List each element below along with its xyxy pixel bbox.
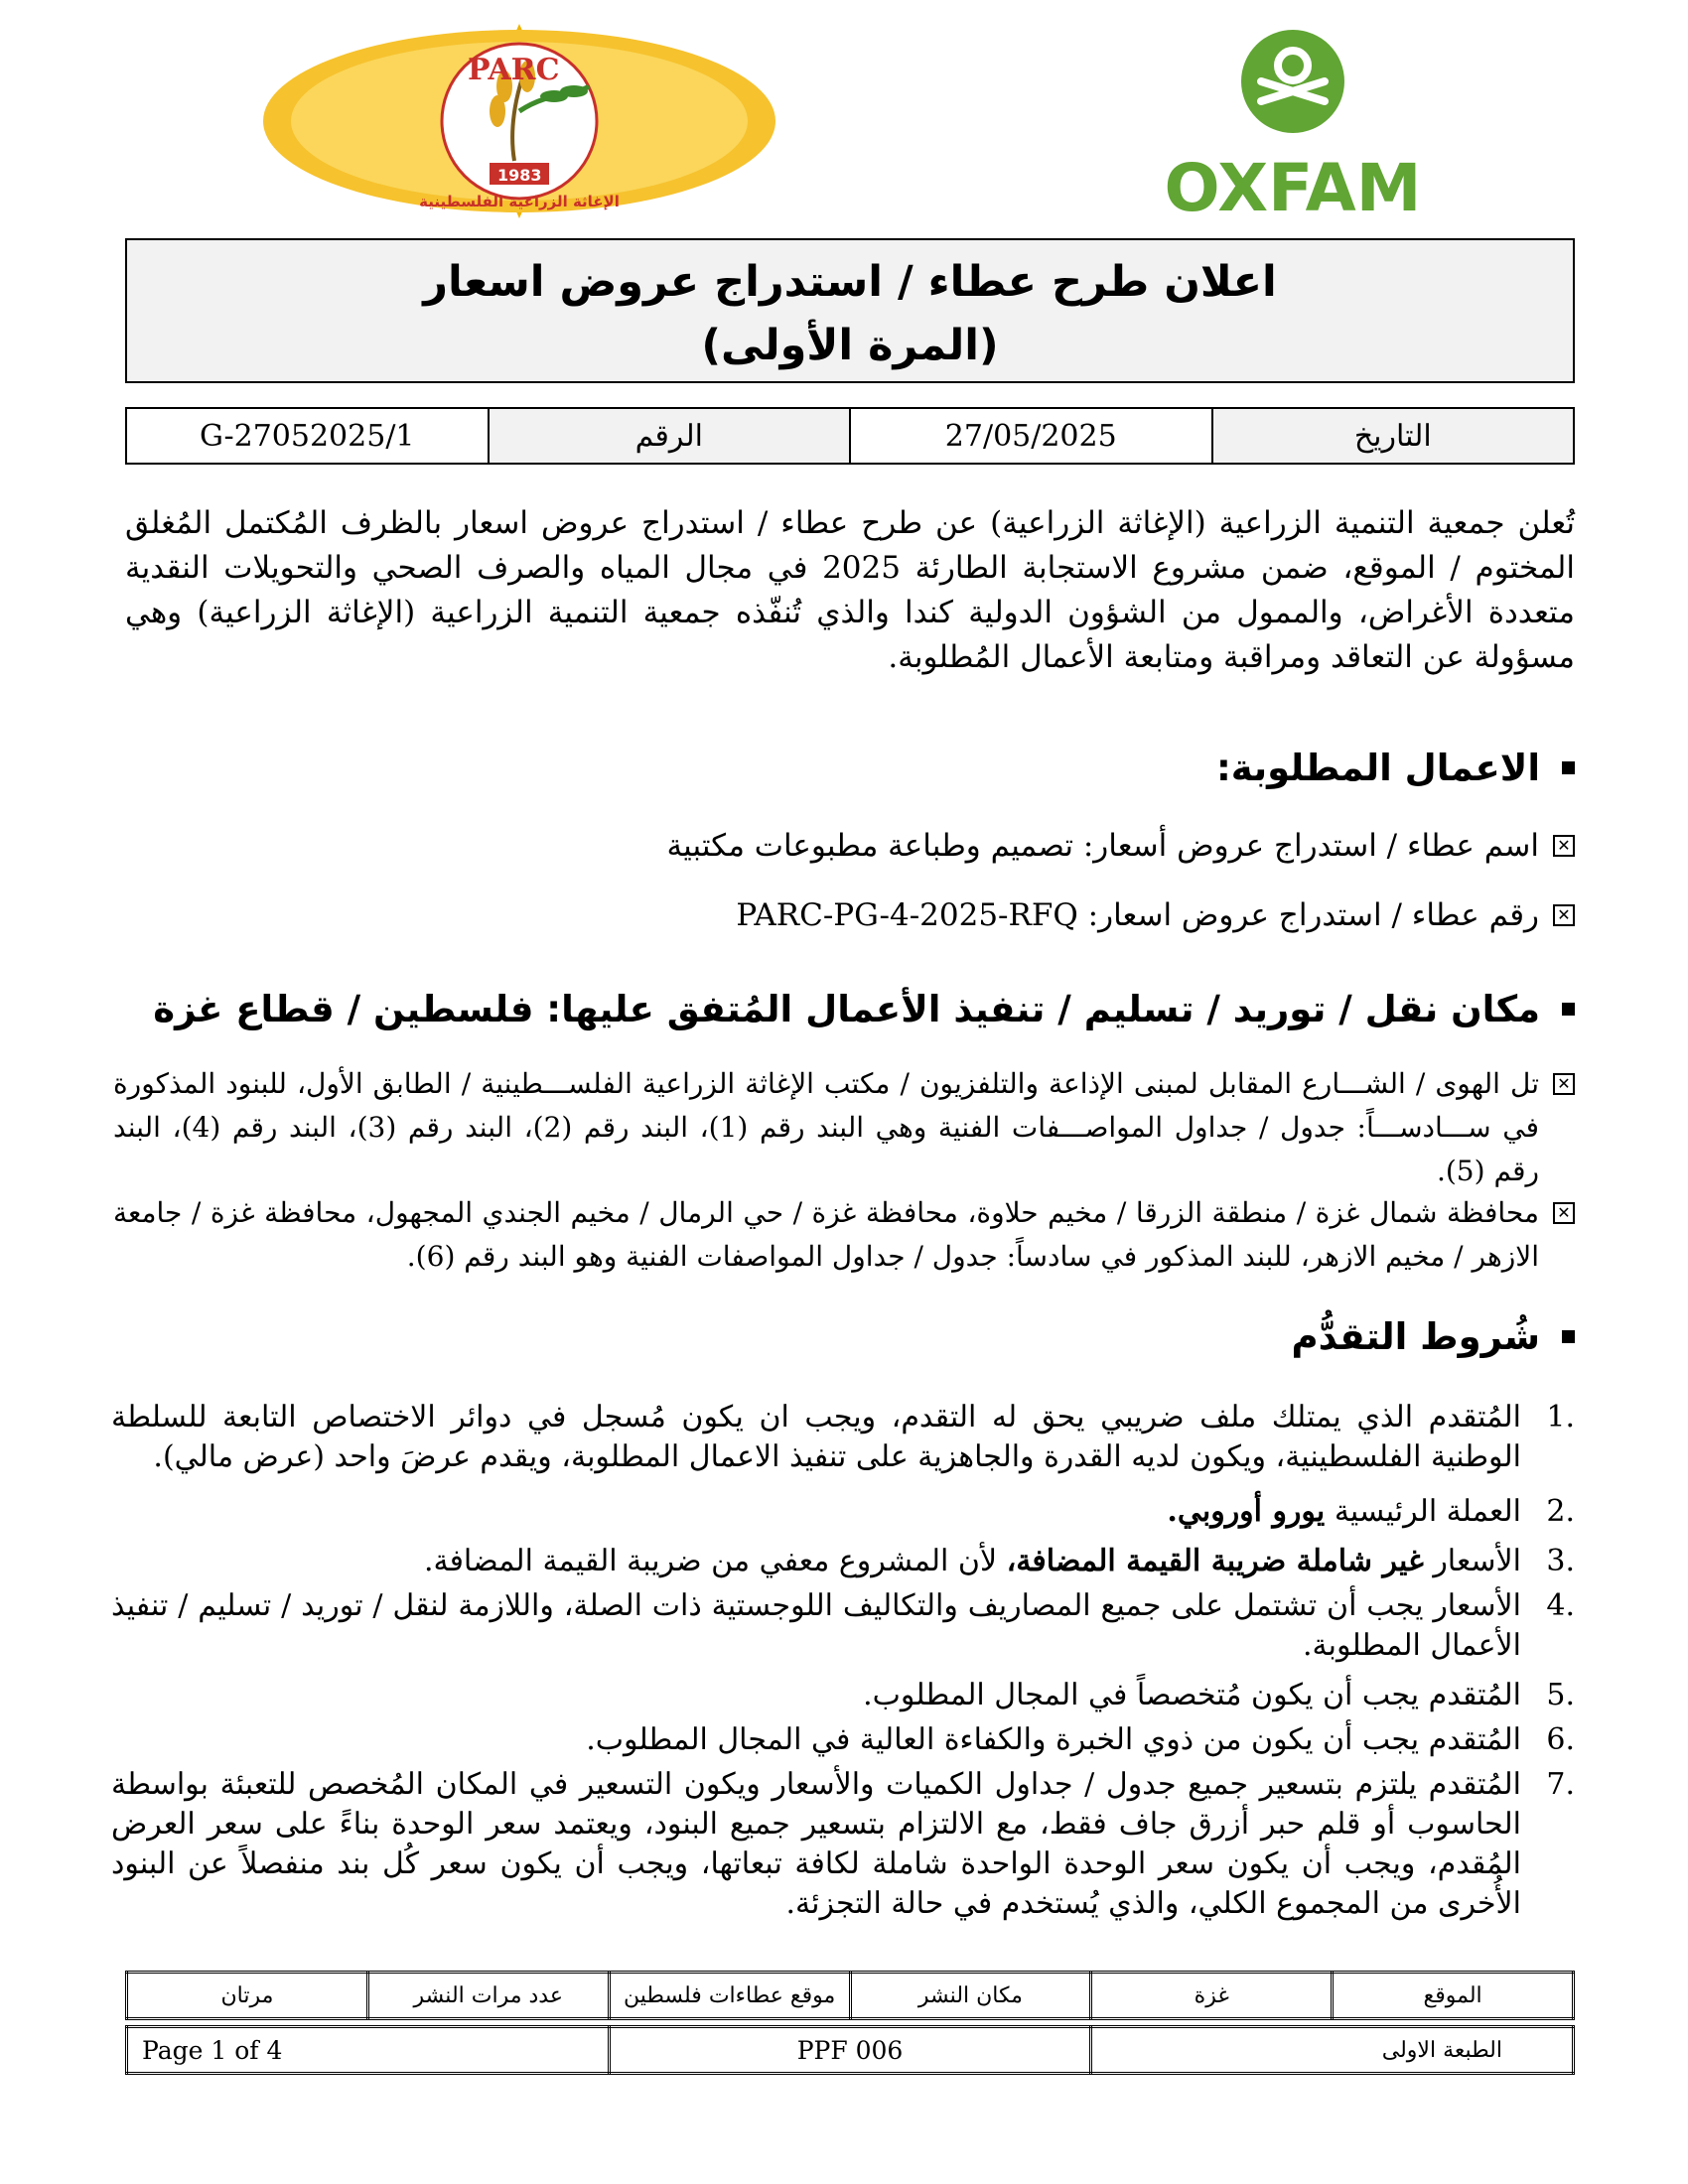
section-heading-text: شُروط التقدُّم	[1291, 1315, 1540, 1358]
intro-paragraph: تُعلن جمعية التنمية الزراعية (الإغاثة الزراعية) عن طرح عطاء / استدراج عروض اسعار بالظرف المُكتمل المُغلق المختوم / الموقع، ضمن مشروع الاستجابة الطارئة 2025 في مجال المياه والصرف الصحي والتحويلات النقدية متعددة الأغراض، والممول من الشؤون الدولية كندا والذي تُنفّذه جمعية التنمية الزراعية (الإغاثة الزراعية) وهي مسؤولة عن التعاقد ومراقبة ومتابعة الأعمال المُطلوبة.	[125, 505, 1575, 675]
condition-text: المُتقدم يلتزم بتسعير جميع جدول / جداول الكميات والأسعار ويكون التسعير في المكان المُخصص للتعبئة بواسطة الحاسوب أو قلم حبر أزرق جاف فقط، مع الالتزام بتسعير جميع البنود، ويعتمد سعر الوحدة بناءً على سعر العرض المُقدم، ويجب أن يكون سعر الوحدة الواحدة شاملة لكافة تبعاتها، ويجب أن يكون سعر كُل بند منفصلاً عن البنود الأُخرى من المجموع الكلي، والذي يُستخدم في حالة التجزئة.	[111, 1767, 1521, 1921]
required-work-item	[667, 824, 1575, 868]
condition-text: المُتقدم الذي يمتلك ملف ضريبي يحق له التقدم، ويجب ان يكون مُسجل في دوائر الاختصاص التابعة للسلطة الوطنية الفلسطينية، ويكون لديه القدرة والجاهزية على تنفيذ الاعمال المطلوبة، ويقدم عرضَ واحد (عرض مالي).	[111, 1400, 1521, 1474]
oxfam-wordmark: OXFAM	[1164, 150, 1422, 218]
condition-number: 6.	[1546, 1722, 1575, 1757]
condition-number: 3.	[1546, 1544, 1575, 1578]
bullet-square-icon	[1562, 761, 1575, 774]
condition-item	[111, 1542, 1575, 1581]
parc-logo-arabic: الإغاثة الزراعية الفلسطينية	[419, 193, 620, 210]
location-item	[113, 1062, 1575, 1193]
condition-item	[111, 1765, 1575, 1924]
tender-name: اسم عطاء / استدراج عروض أسعار: تصميم وطباعة مطبوعات مكتبية	[666, 828, 1539, 864]
location-text: تل الهوى / الشـــارع المقابل لمبنى الإذاعة والتلفزيون / مكتب الإغاثة الزراعية الفلســـطينية / الطابق الأول، للبنود المذكورة في ســـادســـاً: جدول / جداول المواصـــفات الفنية وهي البند رقم (1)، البند رقم (2)، البند رقم (3)، البند رقم (4)، البند رقم (5).	[113, 1067, 1539, 1187]
condition-number: 5.	[1546, 1678, 1575, 1712]
checkbox-x-icon: ✕	[1553, 904, 1575, 926]
edition-cell: الطبعة الاولى	[1091, 2027, 1574, 2074]
condition-item	[111, 1398, 1575, 1477]
number-label: الرقم	[489, 408, 851, 464]
section-required-works-heading	[1216, 747, 1575, 789]
section-heading-text: الاعمال المطلوبة:	[1215, 747, 1540, 789]
form-code-cell: PPF 006	[609, 2027, 1091, 2074]
section-conditions-heading	[1291, 1315, 1575, 1358]
oxfam-logo	[1124, 30, 1462, 218]
bullet-square-icon	[1562, 1003, 1575, 1016]
page-number-cell: Page 1 of 4	[127, 2027, 610, 2074]
condition-number: 1.	[1546, 1400, 1575, 1434]
date-value: 27/05/2025	[850, 408, 1212, 464]
condition-item	[111, 1676, 1575, 1715]
tender-number: رقم عطاء / استدراج عروض اسعار: PARC-PG-4-2025-RFQ	[736, 897, 1539, 933]
announcement-title: اعلان طرح عطاء / استدراج عروض اسعار	[423, 257, 1277, 307]
condition-text: العملة الرئيسية يورو أوروبي.	[1167, 1494, 1521, 1529]
bullet-square-icon	[1562, 1330, 1575, 1343]
footer-cell: الموقع	[1333, 1973, 1574, 2019]
parc-logo-text: PARC	[468, 53, 560, 87]
date-label: التاريخ	[1212, 408, 1575, 464]
parc-logo	[256, 22, 782, 220]
footer-cell: عدد مرات النشر	[367, 1973, 609, 2019]
footer-cell: موقع عطاءات فلسطين	[609, 1973, 850, 2019]
section-heading-text: مكان نقل / توريد / تسليم / تنفيذ الأعمال المُتفق عليها: فلسطين / قطاع غزة	[153, 988, 1540, 1030]
condition-text: الأسعار يجب أن تشتمل على جميع المصاريف والتكاليف اللوجستية ذات الصلة، واللازمة لنقل / توريد / تسليم / تنفيذ الأعمال المطلوبة.	[111, 1588, 1521, 1663]
condition-item	[111, 1720, 1575, 1760]
announcement-title-box	[125, 238, 1575, 383]
announcement-subtitle: (المرة الأولى)	[701, 321, 999, 370]
footer-cell: مرتان	[127, 1973, 368, 2019]
condition-text: الأسعار غير شاملة ضريبة القيمة المضافة، لأن المشروع معفي من ضريبة القيمة المضافة.	[423, 1544, 1521, 1578]
condition-item	[111, 1586, 1575, 1666]
checkbox-x-icon: ✕	[1553, 1073, 1575, 1095]
footer-page-table	[125, 2025, 1575, 2075]
checkbox-x-icon: ✕	[1553, 1202, 1575, 1224]
required-work-item	[736, 893, 1575, 937]
footer-cell: مكان النشر	[850, 1973, 1091, 2019]
meta-table	[125, 407, 1575, 465]
checkbox-x-icon: ✕	[1553, 835, 1575, 857]
condition-item	[111, 1492, 1575, 1532]
footer-publication-table	[125, 1971, 1575, 2020]
number-value: G-27052025/1	[126, 408, 489, 464]
parc-logo-year: 1983	[497, 166, 542, 185]
condition-text: المُتقدم يجب أن يكون مُتخصصاً في المجال المطلوب.	[863, 1678, 1521, 1712]
condition-text: المُتقدم يجب أن يكون من ذوي الخبرة والكفاءة العالية في المجال المطلوب.	[586, 1722, 1521, 1757]
condition-number: 2.	[1546, 1494, 1575, 1529]
section-location-heading	[153, 988, 1575, 1030]
condition-number: 7.	[1546, 1767, 1575, 1802]
location-item	[113, 1191, 1575, 1279]
condition-number: 4.	[1546, 1588, 1575, 1623]
location-text: محافظة شمال غزة / منطقة الزرقا / مخيم حلاوة، محافظة غزة / حي الرمال / مخيم الجندي المجهول، محافظة غزة / جامعة الازهر / مخيم الازهر، للبند المذكور في سادساً: جدول / جداول المواصفات الفنية وهو البند رقم (6).	[113, 1196, 1539, 1273]
footer-cell: غزة	[1091, 1973, 1333, 2019]
